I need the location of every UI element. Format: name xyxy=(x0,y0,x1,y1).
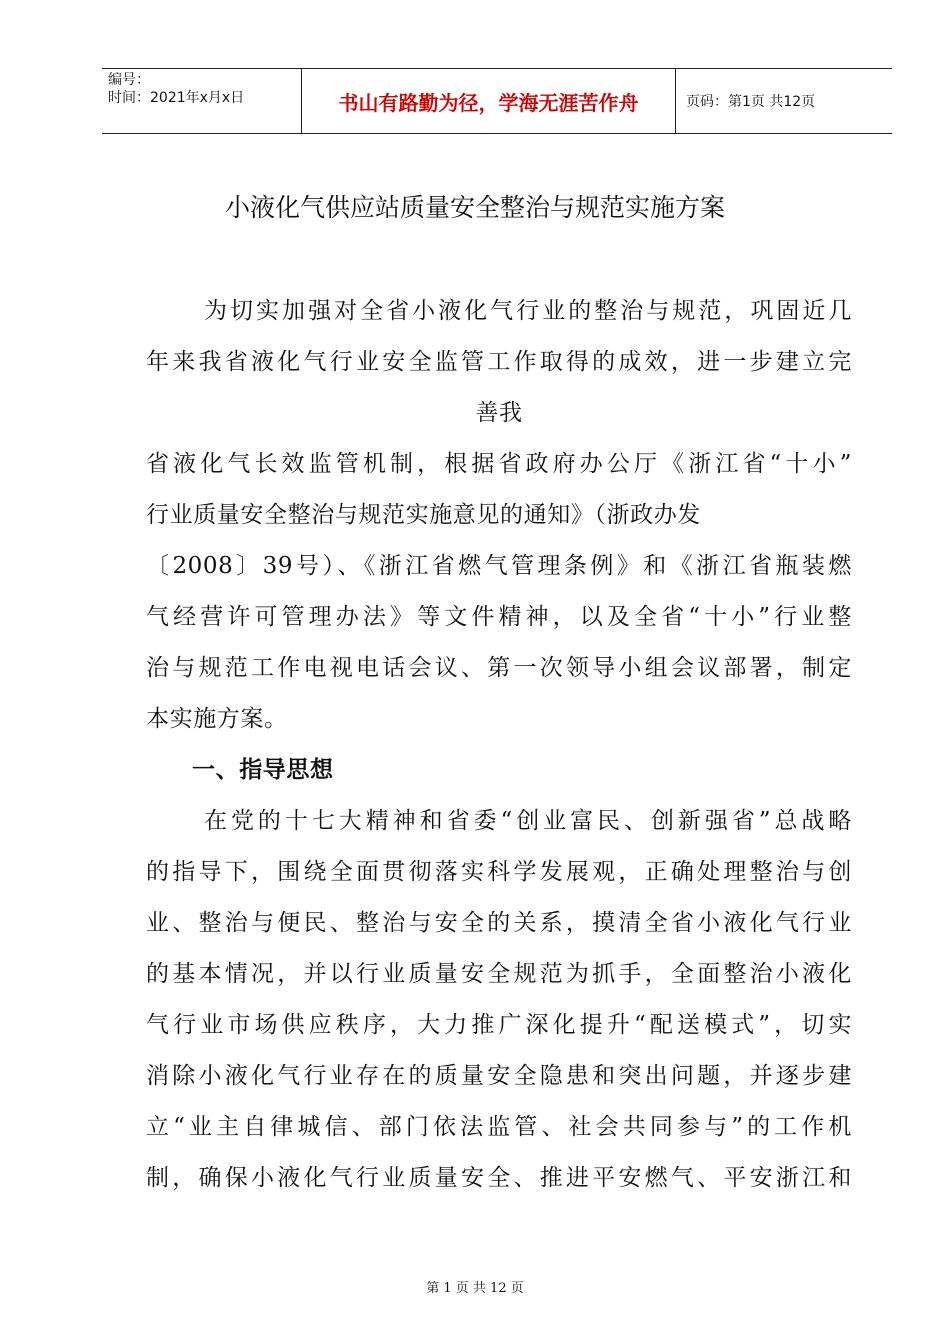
paragraph-line: 年来我省液化气行业安全监管工作取得的成效，进一步建立完 xyxy=(146,349,852,375)
paragraph-line: 气经营许可管理办法》等文件精神，以及全省“十小”行业整 xyxy=(146,604,852,630)
paragraph-line: 的基本情况，并以行业质量安全规范为抓手，全面整治小液化 xyxy=(146,961,852,987)
number-label: 编号： xyxy=(108,72,150,88)
document-title: 小液化气供应站质量安全整治与规范实施方案 xyxy=(224,193,725,222)
paragraph-line: 的指导下，围绕全面贯彻落实科学发展观，正确处理整治与创 xyxy=(146,859,852,885)
paragraph-line: 消除小液化气行业存在的质量安全隐患和突出问题，并逐步建 xyxy=(146,1063,852,1089)
document-header xyxy=(102,68,892,134)
paragraph-line: 气行业市场供应秩序，大力推广深化提升“配送模式”，切实 xyxy=(146,1012,852,1038)
paragraph-line: 制，确保小液化气行业质量安全、推进平安燃气、平安浙江和 xyxy=(146,1165,852,1191)
header-page-info: 页码：第1页 共12页 xyxy=(686,94,816,110)
paragraph-line: 在党的十七大精神和省委“创业富民、创新强省”总战略 xyxy=(204,808,852,834)
page-footer: 第 1 页 共 12 页 xyxy=(426,1281,524,1296)
paragraph-line: 行业质量安全整治与规范实施意见的通知》（浙政办发 xyxy=(146,502,701,528)
header-meta xyxy=(102,69,302,133)
paragraph-line: 本实施方案。 xyxy=(146,706,288,732)
paragraph-line: 治与规范工作电视电话会议、第一次领导小组会议部署，制定 xyxy=(146,655,852,681)
time-label: 时间：2021年x月x日 xyxy=(108,90,245,106)
paragraph-line: 善我 xyxy=(475,400,523,426)
section-heading: 一、指导思想 xyxy=(192,757,334,783)
document-body xyxy=(146,286,852,1204)
paragraph-line: 省液化气长效监管机制，根据省政府办公厅《浙江省“十小” xyxy=(146,451,852,477)
paragraph-line: 业、整治与便民、整治与安全的关系，摸清全省小液化气行业 xyxy=(146,910,852,936)
paragraph-line: 立“业主自律城信、部门依法监管、社会共同参与”的工作机 xyxy=(146,1114,852,1140)
paragraph-line: 为切实加强对全省小液化气行业的整治与规范，巩固近几 xyxy=(204,298,852,324)
paragraph-line: 〔2008〕39号）、《浙江省燃气管理条例》和《浙江省瓶装燃 xyxy=(146,553,852,579)
header-motto: 书山有路勤为径，学海无涯苦作舟 xyxy=(302,69,676,133)
